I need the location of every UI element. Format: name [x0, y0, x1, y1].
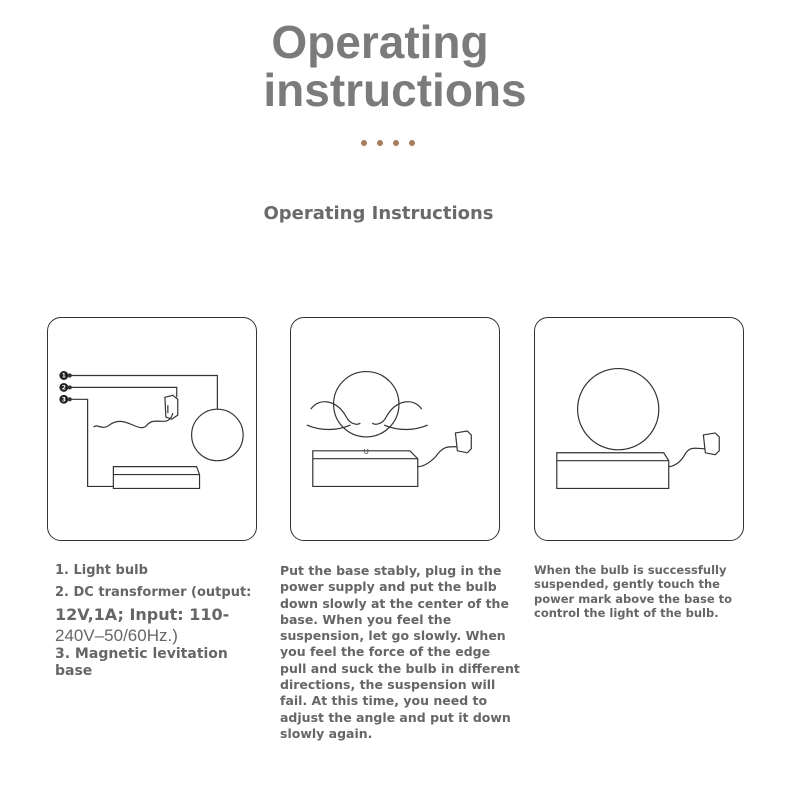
- page-title-line1: Operating: [271, 16, 489, 68]
- legend-item-light-bulb: 1. Light bulb: [55, 563, 148, 578]
- power-cable: [94, 413, 173, 428]
- left-hand-icon: [311, 402, 361, 424]
- dot-icon: [377, 140, 383, 146]
- placing-bulb-diagram: [291, 318, 499, 540]
- leader-line-1: [70, 376, 218, 410]
- light-bulb-icon: [192, 409, 244, 461]
- power-cable: [418, 447, 458, 467]
- legend-item-dc-transformer-spec: 12V,1A; Input: 110-: [55, 605, 230, 624]
- components-legend: [55, 560, 265, 680]
- marker-2-label: 2: [61, 384, 66, 392]
- legend-item-levitation-base: 3. Magnetic levitation base: [55, 646, 228, 679]
- suspended-bulb-diagram: [535, 318, 743, 540]
- leader-line-3: [70, 399, 114, 486]
- page-title-line2: instructions: [263, 64, 527, 116]
- dc-transformer-icon: [165, 395, 178, 419]
- components-diagram: [48, 318, 256, 540]
- legend-item-dc-transformer: 2. DC transformer (output:: [55, 585, 252, 600]
- components-diagram-panel: [47, 317, 257, 541]
- dot-icon: [361, 140, 367, 146]
- legend-item-dc-transformer-input: 240V–50/60Hz.): [55, 626, 178, 645]
- dc-transformer-icon: [455, 431, 471, 453]
- levitation-base-icon: [557, 453, 669, 489]
- decorative-dots: [361, 140, 415, 146]
- light-bulb-icon: [578, 369, 659, 450]
- step3-description: When the bulb is successfully suspended, gently touch the power mark above the base to control the light of the bulb.: [534, 563, 733, 620]
- right-hand-icon: [372, 402, 422, 424]
- dc-transformer-icon: [703, 433, 719, 455]
- marker-1-label: 1: [61, 372, 66, 380]
- dot-icon: [409, 140, 415, 146]
- section-subtitle: Operating Instructions: [263, 203, 494, 224]
- power-mark-icon: U: [363, 447, 369, 456]
- levitation-base-icon: [313, 451, 418, 487]
- step2-description: Put the base stably, plug in the power supply and put the bulb down slowly at the center of the base. When you feel the suspension, let go slowly. When you feel the force of the edge pull and suck the bulb in different directions, the suspension will fail. At this time, you need to adjust the angle and put it down slowly again.: [280, 563, 520, 741]
- placing-bulb-panel: [290, 317, 500, 541]
- suspended-bulb-panel: [534, 317, 744, 541]
- leader-line-2: [70, 387, 177, 397]
- marker-3-label: 3: [61, 396, 66, 404]
- dot-icon: [393, 140, 399, 146]
- levitation-base-icon: [113, 467, 199, 489]
- power-cable: [669, 448, 706, 466]
